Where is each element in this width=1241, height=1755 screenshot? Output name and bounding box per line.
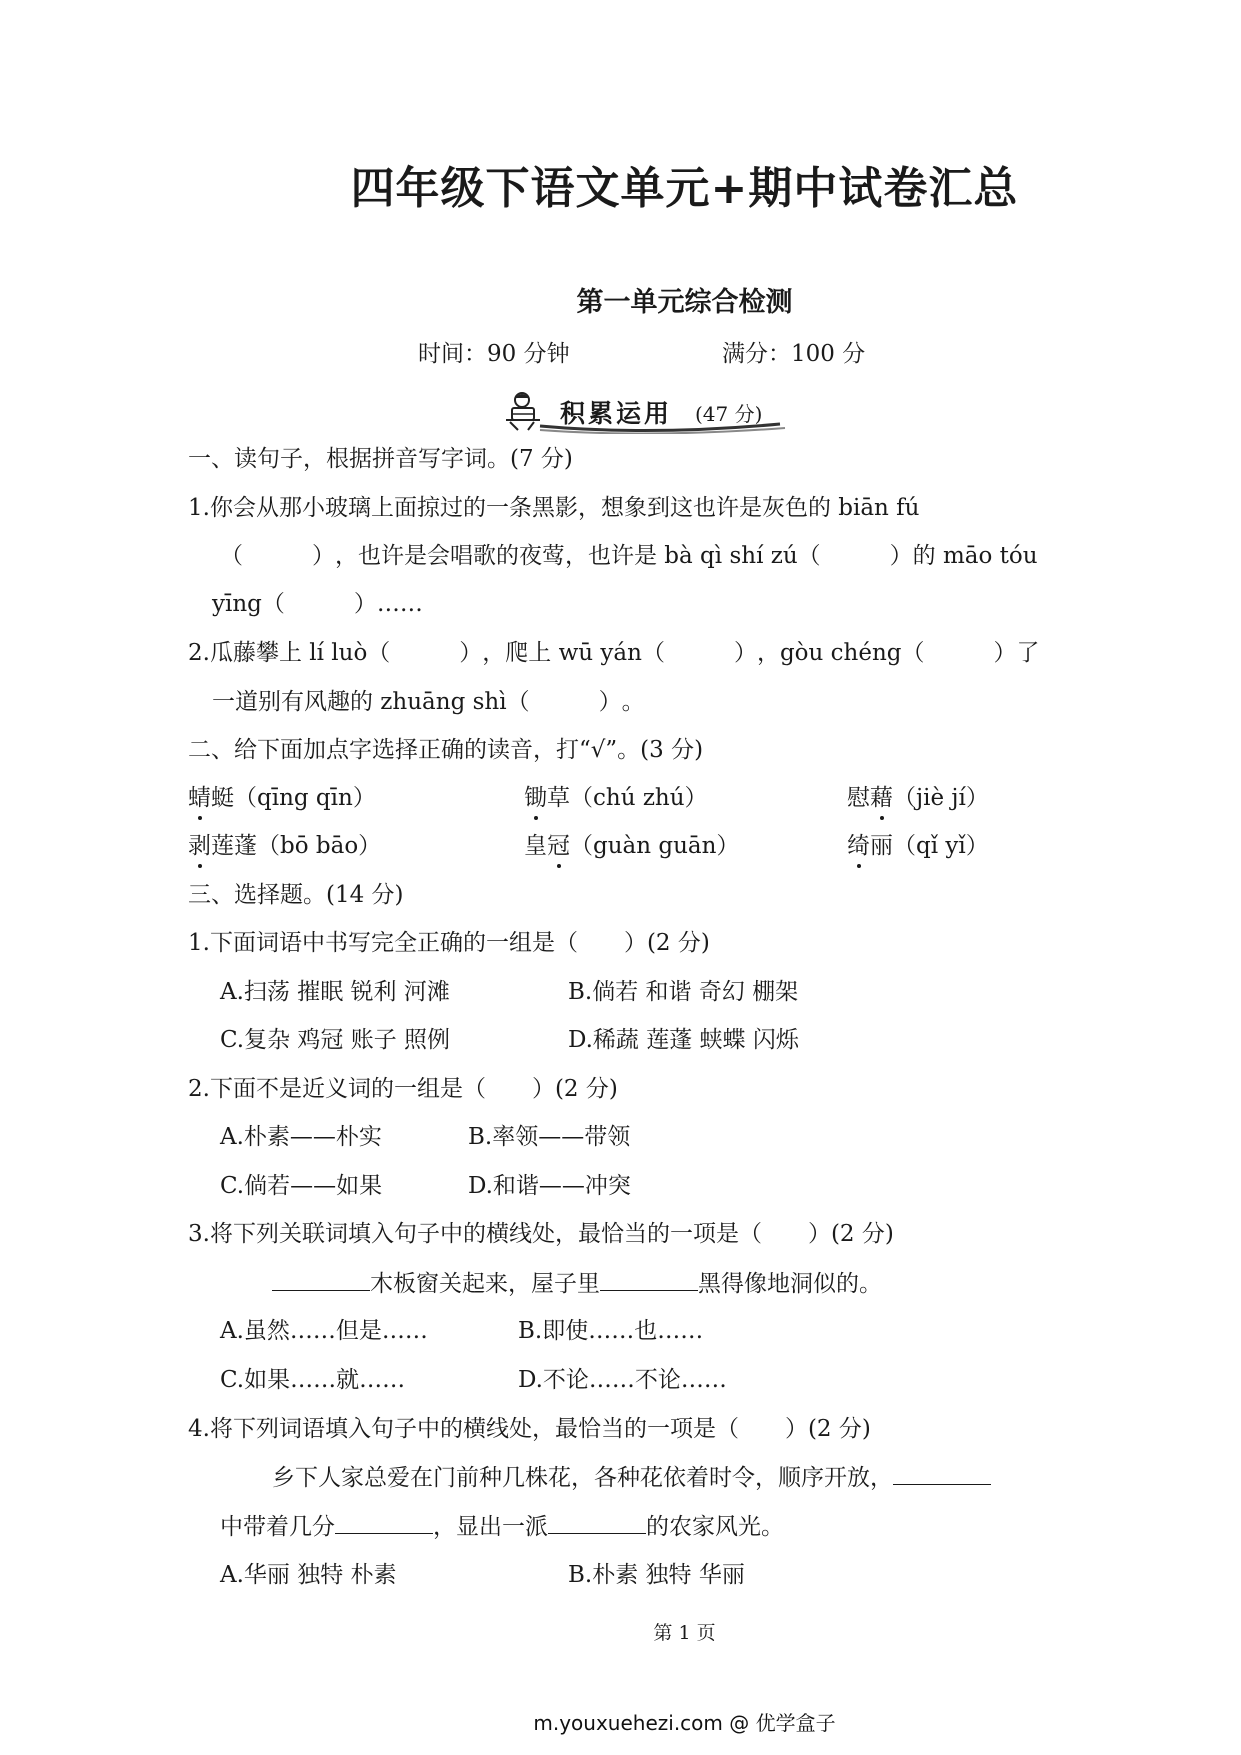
q1-item2-part4: 了 (1016, 640, 1040, 666)
time-label: 时间：90 分钟 (418, 341, 570, 367)
q1-item1-part3: 的 māo tóu (912, 543, 1038, 569)
q2-item[interactable] (847, 783, 989, 813)
dotted-char: 藉 (870, 785, 893, 811)
option-b[interactable]: B.朴素 独特 华丽 (568, 1562, 745, 1588)
q2-item[interactable] (188, 831, 381, 861)
q3-sub3-stem: 3.将下列关联词填入句子中的横线处，最恰当的一项是（ ）(2 分) (188, 1221, 894, 1247)
q1-item1-part2: ，也许是会唱歌的夜莺，也许是 bà qì shí zú (335, 543, 798, 569)
main-title: 四年级下语文单元+期中试卷汇总 (350, 163, 1019, 214)
sentence-start: 乡下人家总爱在门前种几株花，各种花依着时令，顺序开放， (272, 1465, 893, 1491)
plain-char: 蜓 (211, 785, 234, 811)
option-d[interactable]: D.和谐——冲突 (468, 1173, 631, 1199)
option-c[interactable]: C.倘若——如果 (220, 1173, 383, 1199)
q2-item[interactable] (188, 783, 376, 813)
watermark: m.youxuehezi.com @ 优学盒子 (533, 1711, 836, 1735)
dotted-char: 剥 (188, 833, 211, 859)
fill-blank[interactable] (893, 1462, 991, 1485)
fill-blank[interactable] (600, 1268, 698, 1291)
q2-item[interactable] (524, 783, 708, 813)
sentence-mid: 木板窗关起来，屋子里 (370, 1271, 600, 1297)
sentence-end: 黑得像地洞似的。 (698, 1271, 882, 1297)
fill-blank[interactable] (335, 1511, 433, 1534)
q3-sub2-stem: 2.下面不是近义词的一组是（ ）(2 分) (188, 1076, 618, 1102)
q1-item1-part5: …… (376, 591, 423, 617)
q1-item1-line2 (220, 541, 1038, 571)
option-c[interactable]: C.复杂 鸡冠 账子 照例 (220, 1027, 451, 1053)
answer-paren[interactable]: （ ） (220, 543, 335, 569)
plain-char: 莲蓬 (211, 833, 257, 859)
q1-item1-line1: 1.你会从那小玻璃上面掠过的一条黑影，想象到这也许是灰色的 biān fú (188, 495, 920, 521)
answer-paren[interactable]: （ ） (261, 591, 377, 617)
pinyin-options: （jiè jí） (893, 785, 989, 811)
q3-sub1-stem: 1.下面词语中书写完全正确的一组是（ ）(2 分) (188, 930, 710, 956)
score-label: 满分：100 分 (722, 341, 866, 367)
option-a[interactable]: A.朴素——朴实 (220, 1124, 382, 1150)
dotted-char: 冠 (547, 833, 570, 859)
plain-char: 皇 (524, 833, 547, 859)
student-reading-icon (504, 390, 544, 432)
q3-sub4-stem: 4.将下列词语填入句子中的横线处，最恰当的一项是（ ）(2 分) (188, 1416, 871, 1442)
plain-char: 慰 (847, 785, 870, 811)
pinyin-options: （qīng qīn） (234, 785, 376, 811)
q2-item[interactable] (847, 831, 989, 861)
option-d[interactable]: D.不论……不论…… (518, 1367, 727, 1393)
option-b[interactable]: B.率领——带领 (468, 1124, 631, 1150)
fill-blank[interactable] (272, 1268, 370, 1291)
q3-sub4-sentence-line1 (272, 1462, 991, 1493)
q3-heading: 三、选择题。(14 分) (188, 882, 404, 908)
fill-blank[interactable] (548, 1511, 646, 1534)
q1-heading: 一、读句子，根据拼音写字词。(7 分) (188, 446, 573, 472)
option-b[interactable]: B.即使……也…… (518, 1318, 704, 1344)
dotted-char: 锄 (524, 785, 547, 811)
q1-item2-part1: 2.瓜藤攀上 lí luò (188, 640, 368, 666)
pinyin-options: （guàn guān） (570, 833, 740, 859)
q1-item2-part5: 一道别有风趣的 zhuāng shì (212, 689, 507, 715)
pinyin-options: （bō bāo） (257, 833, 382, 859)
option-a[interactable]: A.扫荡 摧眠 锐利 河滩 (220, 979, 450, 1005)
dotted-char: 绮 (847, 833, 870, 859)
page-number: 第 1 页 (653, 1622, 716, 1644)
line2-b: ，显出一派 (433, 1514, 548, 1540)
q2-heading: 二、给下面加点字选择正确的读音，打“√”。(3 分) (188, 737, 704, 763)
q1-item1-part4: yīng (212, 591, 262, 617)
unit-title: 第一单元综合检测 (576, 287, 793, 318)
q3-sub3-sentence (272, 1268, 882, 1299)
q2-item[interactable] (524, 831, 739, 861)
section-banner (500, 390, 800, 434)
answer-paren[interactable]: （ ） (641, 640, 757, 666)
q1-item2-part2: ，爬上 wū yán (482, 640, 642, 666)
q1-item2-part3: ，gòu chéng (756, 640, 902, 666)
plain-char: 草 (547, 785, 570, 811)
section-label: 积累运用 (560, 399, 673, 428)
option-a[interactable]: A.华丽 独特 朴素 (220, 1562, 397, 1588)
section-score: (47 分) (695, 402, 763, 426)
line2-c: 的农家风光。 (646, 1514, 784, 1540)
q1-item1-line3 (212, 589, 423, 619)
q1-item2-line2 (212, 687, 645, 717)
q3-sub4-sentence-line2 (220, 1511, 784, 1542)
option-b[interactable]: B.倘若 和谐 奇幻 棚架 (568, 979, 799, 1005)
plain-char: 丽 (870, 833, 893, 859)
option-d[interactable]: D.稀蔬 莲蓬 蛱蝶 闪烁 (568, 1027, 799, 1053)
answer-paren[interactable]: （ ） (506, 689, 622, 715)
answer-paren[interactable]: （ ） (367, 640, 483, 666)
option-c[interactable]: C.如果……就…… (220, 1367, 406, 1393)
option-a[interactable]: A.虽然……但是…… (220, 1318, 428, 1344)
q1-item2-part6: 。 (621, 689, 645, 715)
answer-paren[interactable]: （ ） (797, 543, 913, 569)
pinyin-options: （chú zhú） (570, 785, 708, 811)
q1-item2-line1 (188, 638, 1040, 668)
pinyin-options: （qǐ yǐ） (893, 833, 989, 859)
dotted-char: 蜻 (188, 785, 211, 811)
line2-a: 中带着几分 (220, 1514, 335, 1540)
answer-paren[interactable]: （ ） (901, 640, 1017, 666)
